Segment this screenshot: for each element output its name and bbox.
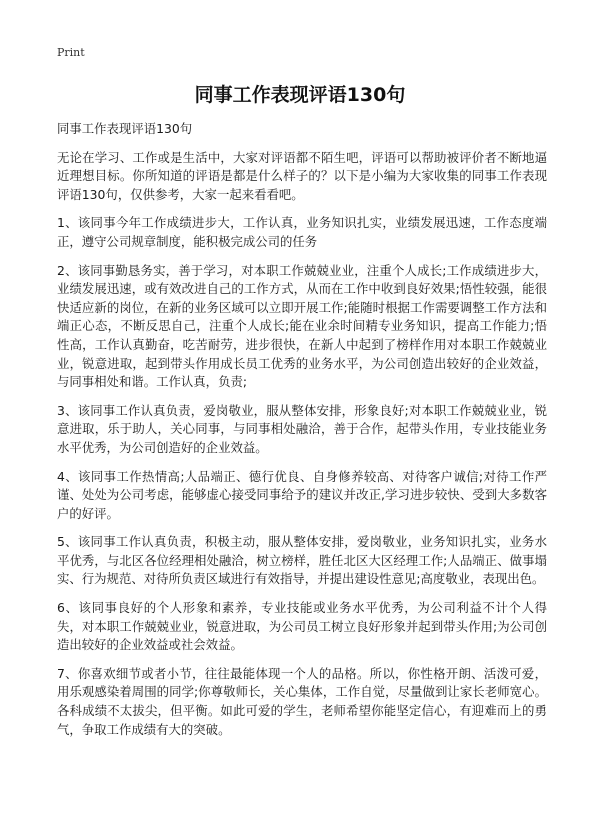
intro-paragraph: 无论在学习、工作或是生活中，大家对评语都不陌生吧，评语可以帮助被评价者不断地逼近理想目标。你所知道的评语是都是什么样子的？以下是小编为大家收集的同事工作表现评语130句，仅供参考，大家一起来看看吧。 [57,149,547,202]
comment-item-2: 2、该同事勤恳务实，善于学习，对本职工作兢兢业业，注重个人成长;工作成绩进步大，业绩发展迅速，或有效改进自己的工作方式，从而在工作中收到良好效果;悟性较强，能很快适应新的岗位，在新的业务区域可以立即开展工作;能随时根据工作需要调整工作方法和端正心态，不断反思自己，注重个人成长;能在业余时间精专业务知识，提高工作能力;悟性高，工作认真勤奋，吃苦耐劳，进步很快，在新人中起到了榜样作用对本职工作兢兢业业，锐意进取，起到带头作用成长员工优秀的业务水平，为公司创造出较好的企业效益，与同事相处和谐。工作认真，负责; [57,262,547,390]
comment-item-4: 4、该同事工作热情高;人品端正、德行优良、自身修养较高、对待客户诚信;对待工作严谨、处处为公司考虑，能够虚心接受同事给予的建议并改正,学习进步较快、受到大多数客户的好评。 [57,468,547,521]
comment-item-1: 1、该同事今年工作成绩进步大，工作认真，业务知识扎实，业绩发展迅速，工作态度端正，遵守公司规章制度，能积极完成公司的任务 [57,215,547,249]
document-title: 同事工作表现评语130句 [194,84,406,106]
print-link[interactable]: Print [57,46,85,59]
comment-item-3: 3、该同事工作认真负责，爱岗敬业，服从整体安排，形象良好;对本职工作兢兢业业，锐意进取，乐于助人，关心同事，与同事相处融洽，善于合作，起带头作用，专业技能业务水平优秀，为公司创造好的企业效益。 [57,402,547,455]
comment-item-7: 7、你喜欢细节或者小节，往往最能体现一个人的品格。所以，你性格开朗、活泼可爱，用乐观感染着周围的同学;你尊敬师长，关心集体，工作自觉，尽量做到让家长老师宽心。各科成绩不太拔尖，但平衡。如此可爱的学生，老师希望你能坚定信心，有迎难而上的勇气，争取工作成绩有大的突破。 [57,665,547,737]
comment-item-5: 5、该同事工作认真负责，积极主动，服从整体安排，爱岗敬业，业务知识扎实，业务水平优秀，与北区各位经理相处融洽，树立榜样，胜任北区大区经理工作;人品端正、做事塌实、行为规范、对待所负责区域进行有效指导，并提出建设性意见;高度敬业，表现出色。 [57,534,547,587]
comment-item-6: 6、该同事良好的个人形象和素养，专业技能或业务水平优秀，为公司利益不计个人得失，对本职工作兢兢业业，锐意进取，为公司员工树立良好形象并起到带头作用;为公司创造出较好的企业效益或社会效益。 [57,600,547,653]
document-body [57,120,547,749]
document-subtitle: 同事工作表现评语130句 [57,121,193,136]
